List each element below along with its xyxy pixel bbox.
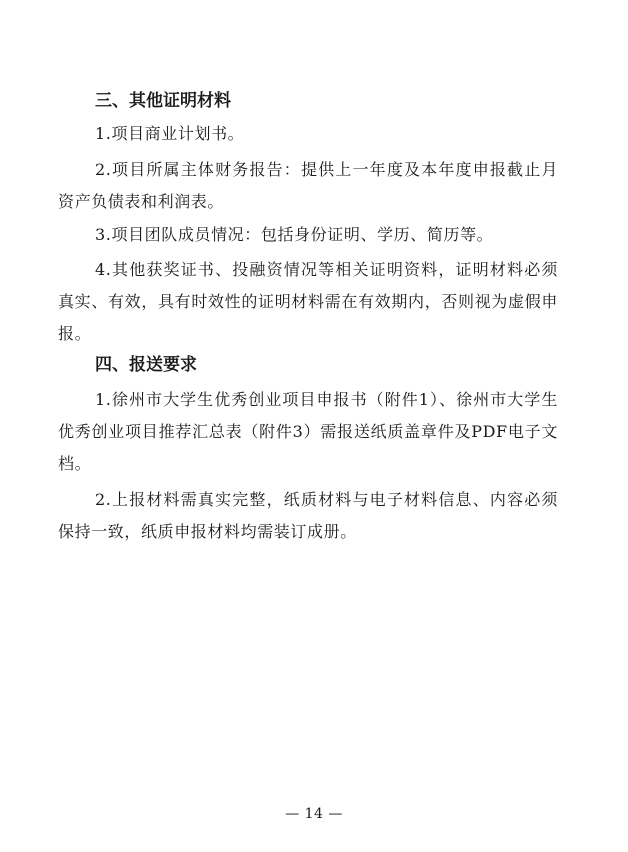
document-body — [58, 86, 558, 548]
section-heading-other-materials: 三、其他证明材料 — [95, 91, 231, 111]
paragraph-material-consistency: 2.上报材料需真实完整，纸质材料与电子材料信息、内容必须保持一致，纸质申报材料均需装订成册。 — [58, 490, 558, 541]
paragraph-business-plan: 1.项目商业计划书。 — [95, 124, 245, 143]
paragraph-other-certificates: 4.其他获奖证书、投融资情况等相关证明资料，证明材料必须真实、有效，具有时效性的证明材料需在有效期内，否则视为虚假申报。 — [58, 260, 558, 343]
page-number: — 14 — — [285, 806, 343, 822]
section-heading-submission-requirements: 四、报送要求 — [95, 355, 197, 375]
paragraph-financial-report: 2.项目所属主体财务报告：提供上一年度及本年度申报截止月资产负债表和利润表。 — [58, 160, 558, 211]
paragraph-application-forms: 1.徐州市大学生优秀创业项目申报书（附件1）、徐州市大学生优秀创业项目推荐汇总表（附件3）需报送纸质盖章件及PDF电子文档。 — [58, 390, 558, 473]
paragraph-team-members: 3.项目团队成员情况：包括身份证明、学历、简历等。 — [95, 225, 494, 244]
